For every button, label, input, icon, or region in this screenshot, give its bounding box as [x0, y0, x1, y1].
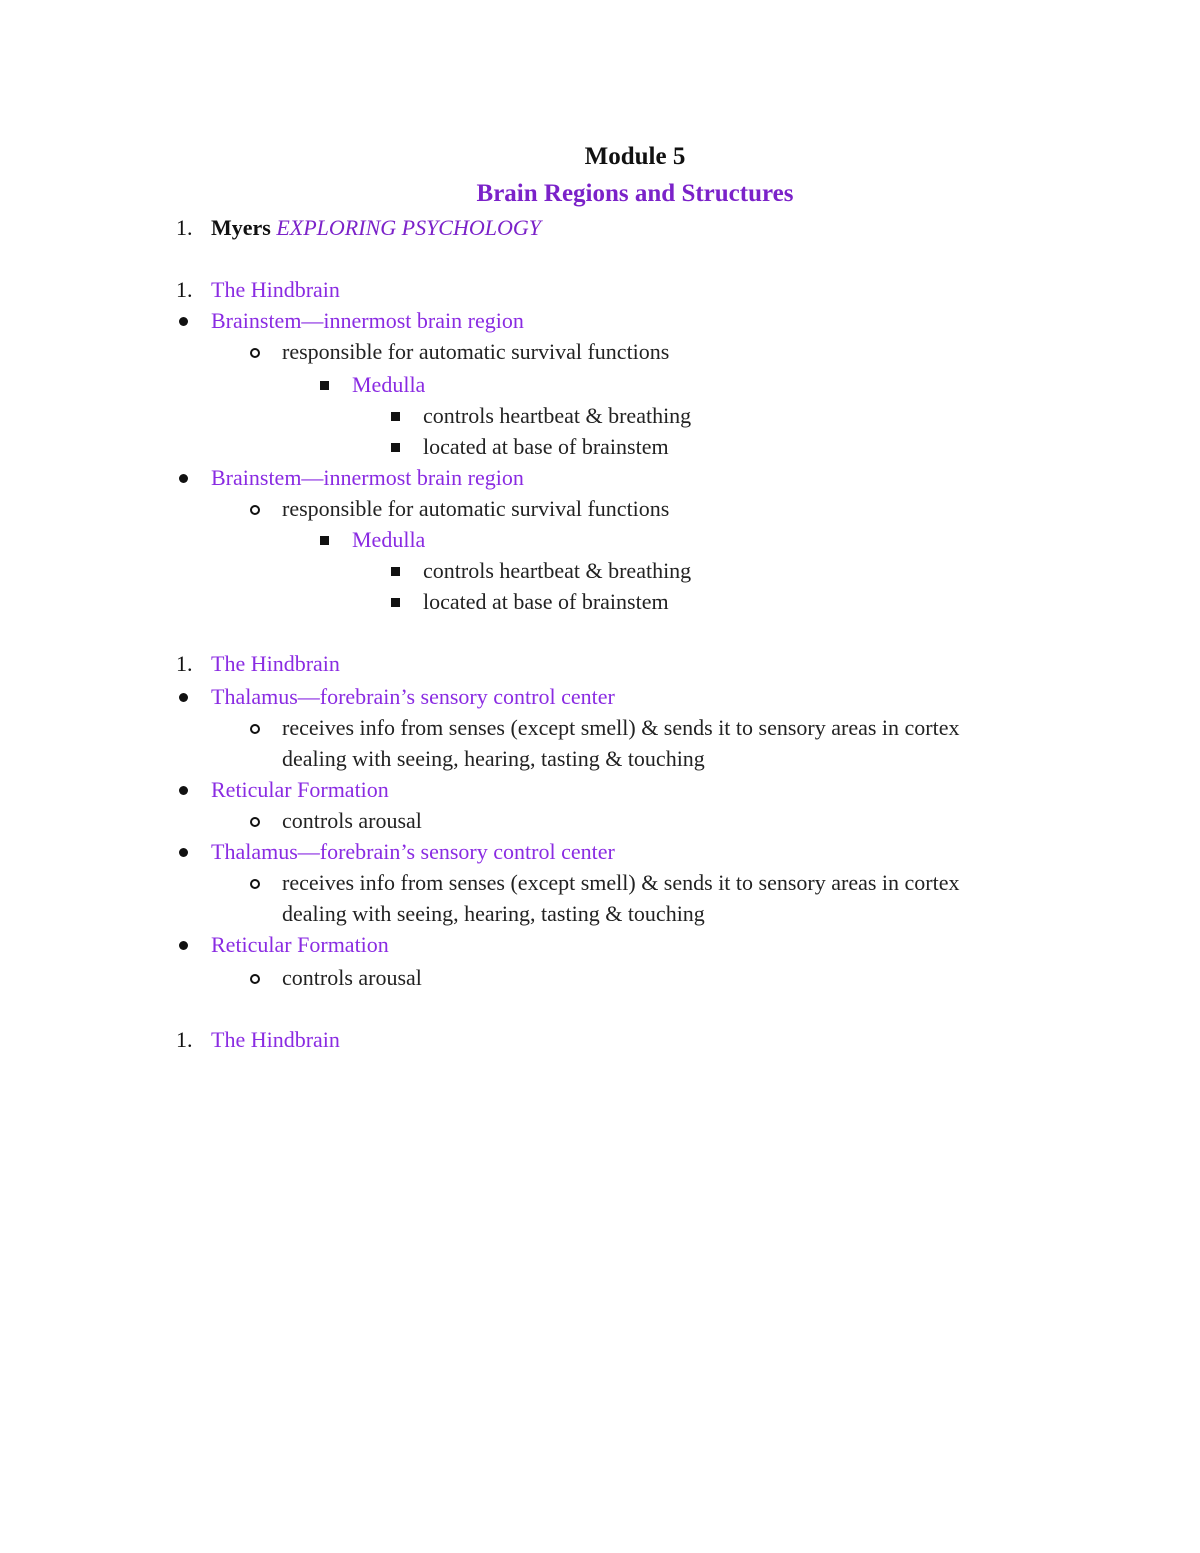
outline-subitem: responsible for automatic survival functions — [282, 496, 670, 521]
bullet-circle-icon — [250, 879, 260, 889]
outline-subsubitem: Medulla — [352, 372, 426, 397]
source-number: 1. — [176, 215, 193, 240]
outline-detail: controls heartbeat & breathing — [423, 403, 692, 428]
outline-item: Thalamus—forebrain’s sensory control center — [211, 684, 615, 709]
bullet-square-icon — [391, 443, 400, 452]
source-author: Myers — [211, 215, 271, 240]
outline-subitem: responsible for automatic survival functions — [282, 339, 670, 364]
list-number: 1. — [176, 651, 193, 676]
outline-item: Thalamus—forebrain’s sensory control center — [211, 839, 615, 864]
bullet-dot-icon — [179, 786, 188, 795]
outline-item: Reticular Formation — [211, 777, 389, 802]
outline-subsubitem: Medulla — [352, 527, 426, 552]
outline-subitem: controls arousal — [282, 965, 422, 990]
outline-heading: The Hindbrain — [211, 651, 340, 676]
bullet-square-icon — [320, 536, 329, 545]
bullet-circle-icon — [250, 724, 260, 734]
outline-subitem-continued: dealing with seeing, hearing, tasting & touching — [282, 746, 705, 771]
bullet-dot-icon — [179, 941, 188, 950]
bullet-square-icon — [391, 598, 400, 607]
bullet-square-icon — [320, 381, 329, 390]
outline-subitem-continued: dealing with seeing, hearing, tasting & touching — [282, 901, 705, 926]
outline-detail: located at base of brainstem — [423, 434, 669, 459]
bullet-square-icon — [391, 412, 400, 421]
bullet-dot-icon — [179, 848, 188, 857]
bullet-circle-icon — [250, 505, 260, 515]
list-number: 1. — [176, 1027, 193, 1052]
bullet-square-icon — [391, 567, 400, 576]
outline-heading: The Hindbrain — [211, 277, 340, 302]
list-number: 1. — [176, 277, 193, 302]
outline-subitem: receives info from senses (except smell) & sends it to sensory areas in cortex — [282, 870, 960, 895]
outline-heading: The Hindbrain — [211, 1027, 340, 1052]
bullet-circle-icon — [250, 817, 260, 827]
outline-subitem: receives info from senses (except smell) & sends it to sensory areas in cortex — [282, 715, 960, 740]
bullet-dot-icon — [179, 693, 188, 702]
outline-item: Brainstem—innermost brain region — [211, 465, 524, 490]
source-book: EXPLORING PSYCHOLOGY — [276, 215, 541, 240]
bullet-circle-icon — [250, 348, 260, 358]
bullet-dot-icon — [179, 317, 188, 326]
outline-detail: controls heartbeat & breathing — [423, 558, 692, 583]
bullet-dot-icon — [179, 474, 188, 483]
outline-item: Brainstem—innermost brain region — [211, 308, 524, 333]
outline-detail: located at base of brainstem — [423, 589, 669, 614]
section-title: Brain Regions and Structures — [476, 180, 794, 207]
module-title: Module 5 — [584, 143, 686, 170]
outline-item: Reticular Formation — [211, 932, 389, 957]
source-line — [211, 213, 541, 243]
bullet-circle-icon — [250, 974, 260, 984]
outline-subitem: controls arousal — [282, 808, 422, 833]
